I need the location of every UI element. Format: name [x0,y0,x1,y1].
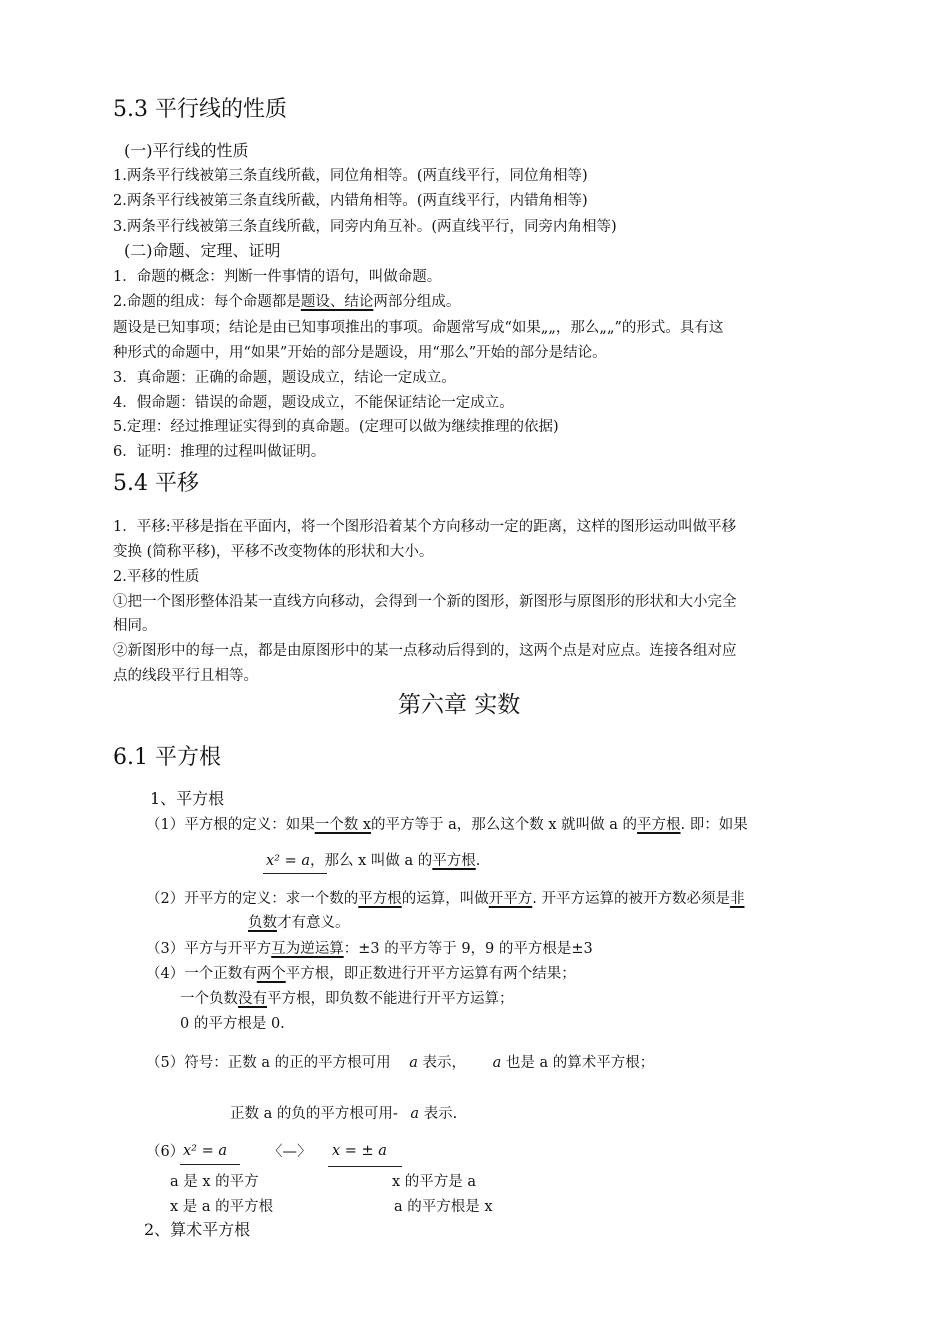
underlined-term: 非 [729,891,745,907]
paragraph: 3.两条平行线被第三条直线所截，同旁内角互补。(两直线平行，同旁内角相等) [113,219,617,235]
section-title-6-1: 6.1 平方根 [113,745,221,770]
formula: a [492,1055,502,1071]
text: 两部分组成。 [373,294,461,310]
underlined-term: 互为逆运算 [271,941,344,957]
paragraph [180,989,514,1009]
paragraph: 3．真命题：正确的命题，题设成立，结论一定成立。 [113,370,456,386]
paragraph: 种形式的命题中，用“如果”开始的部分是题设，用“那么”开始的部分是结论。 [113,345,607,361]
section-title-5-4: 5.4 平移 [113,471,199,496]
text: 才有意义。 [277,915,350,931]
paragraph: 6．证明：推理的过程叫做证明。 [113,444,326,460]
underlined-term: 平方根 [432,853,476,869]
equivalence-arrow: 〈—〉 [268,1144,312,1160]
paragraph [146,939,593,959]
formula: x² = a [183,1143,228,1159]
underlined-term: 两个 [256,966,286,982]
paragraph: a 是 x 的平方 [170,1174,259,1190]
paragraph: 点的线段平行且相等。 [113,668,258,684]
subsection-title: (一)平行线的性质 [124,141,249,160]
paragraph [146,964,576,984]
paragraph: 题设是已知事项；结论是由已知事项推出的事项。命题常写成“如果„„，那么„„”的形式。具有这 [113,320,724,336]
paragraph [230,1104,457,1124]
paragraph: 5.定理：经过推理证实得到的真命题。(定理可以做为继续推理的依据) [113,419,559,435]
formula-underline [180,1164,240,1165]
text: 表示. [423,1106,458,1122]
text: （1）平方根的定义：如果 [146,817,315,833]
formula: a [409,1055,418,1071]
text: . [475,853,481,869]
subsection-title: 1、平方根 [150,789,225,808]
text: ，那么 x 叫做 a 的 [310,853,433,869]
paragraph: 1．命题的概念：判断一件事情的语句，叫做命题。 [113,269,442,285]
paragraph: a 的平方根是 x [394,1199,493,1215]
text: 2.命题的组成：每个命题都是 [113,294,301,310]
text: （2）开平方的定义：求一个数的 [146,891,359,907]
paragraph: 2.两条平行线被第三条直线所截，内错角相等。(两直线平行，内错角相等) [113,193,588,209]
subsection-title: 2、算术平方根 [144,1220,251,1239]
paragraph [146,815,748,835]
paragraph: 1．平移:平移是指在平面内，将一个图形沿着某个方向移动一定的距离，这样的图形运动叫做平移 [113,519,737,535]
paragraph: 变换 (简称平移)，平移不改变物体的形状和大小。 [113,544,434,560]
paragraph: 相同。 [113,618,157,634]
text: 表示， [422,1055,466,1071]
text: （4）一个正数有 [146,966,257,982]
section-title-5-3: 5.3 平行线的性质 [113,97,287,122]
underlined-term: 没有 [238,991,267,1007]
paragraph: ①把一个图形整体沿某一直线方向移动，会得到一个新的图形，新图形与原图形的形状和大小完全 [113,594,737,610]
formula-underline [328,1166,402,1167]
paragraph [266,851,480,871]
paragraph: 2.平移的性质 [113,569,200,585]
underlined-term: 负数 [248,915,277,931]
text: （3）平方与开平方 [146,941,272,957]
paragraph: 0 的平方根是 0. [180,1016,285,1032]
text: 一个负数 [180,991,238,1007]
formula: a [410,1106,420,1122]
text: ：±3 的平方等于 9，9 的平方根是±3 [343,941,593,957]
text: 平方根，即正数进行开平方运算有两个结果； [285,966,576,982]
underlined-term: 平方根 [358,891,402,907]
paragraph: 4．假命题：错误的命题，题设成立，不能保证结论一定成立。 [113,395,514,411]
paragraph [146,889,744,909]
subsection-title: (二)命题、定理、证明 [124,241,281,260]
underlined-term: 一个数 x [314,817,372,833]
underlined-term: 平方根 [637,817,681,833]
paragraph: x 的平方是 a [392,1174,477,1190]
text: 正数 a 的负的平方根可用- [230,1106,398,1122]
paragraph: ②新图形中的每一点，都是由原图形中的某一点移动后得到的，这两个点是对应点。连接各组对应 [113,643,737,659]
paragraph: 1.两条平行线被第三条直线所截，同位角相等。(两直线平行，同位角相等) [113,168,588,184]
paragraph [248,913,350,933]
formula: x² = a [266,853,311,869]
text: 也是 a 的算术平方根； [505,1055,655,1071]
text: 平方根，即负数不能进行开平方运算； [267,991,514,1007]
text: 的运算，叫做 [401,891,489,907]
text: 的平方等于 a，那么这个数 x 就叫做 a 的 [371,817,638,833]
chapter-title: 第六章 实数 [398,692,521,718]
underlined-term: 开平方 [488,891,533,907]
formula: x = ± a [332,1143,387,1159]
formula-underline [263,873,327,874]
paragraph: x 是 a 的平方根 [170,1199,274,1215]
text: . 即：如果 [680,817,748,833]
underlined-term: 题设、结论 [300,294,374,310]
paragraph [146,1053,654,1073]
paragraph: （6） [146,1144,185,1160]
text: . 开平方运算的被开方数必须是 [532,891,730,907]
text: （5）符号：正数 a 的正的平方根可用 [146,1055,391,1071]
paragraph [113,292,460,312]
